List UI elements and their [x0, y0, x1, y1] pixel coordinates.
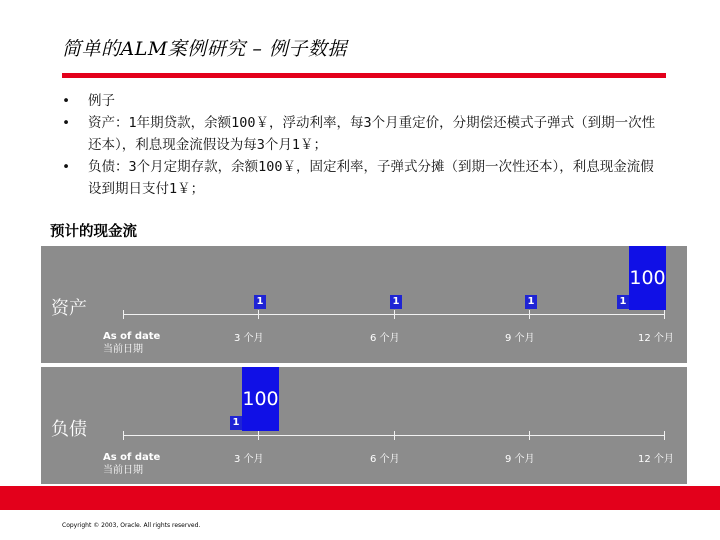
page-title: 简单的ALM案例研究 – 例子数据 — [62, 38, 347, 60]
asset-interest-flow-3m: 1 — [254, 295, 266, 309]
axis-tick-3m — [258, 431, 259, 440]
footer-band — [0, 486, 720, 510]
tick-label-6m: 6 个月 — [370, 333, 400, 344]
tick-label-9m: 9 个月 — [505, 454, 535, 465]
axis-tick-9m — [529, 431, 530, 440]
tick-label-12m: 12 个月 — [638, 333, 674, 344]
tick-label-6m: 6 个月 — [370, 454, 400, 465]
axis-tick-6m — [394, 431, 395, 440]
as-of-en: As of date — [103, 331, 161, 342]
asset-interest-flow-6m: 1 — [390, 295, 402, 309]
liability-interest-flow-3m: 1 — [230, 416, 242, 430]
as-of-date-label — [103, 330, 160, 356]
as-of-cn: 当前日期 — [103, 465, 143, 476]
assets-cashflow-panel — [41, 246, 687, 363]
bullet-assets: • 资产：1年期贷款，余额100￥，浮动利率，每3个月重定价，分期偿还模式子弹式（到期一次性还本），利息现金流假设为每3个月1￥； — [62, 112, 662, 156]
tick-label-3m: 3 个月 — [234, 333, 264, 344]
liabilities-label: 负债 — [51, 419, 87, 440]
axis-tick-12m — [664, 310, 665, 319]
bullet-example: • 例子 — [62, 90, 662, 112]
axis-tick-origin — [123, 431, 124, 440]
axis-tick-9m — [529, 310, 530, 319]
asset-interest-flow-12m: 1 — [617, 295, 629, 309]
axis-tick-12m — [664, 431, 665, 440]
axis-tick-origin — [123, 310, 124, 319]
as-of-cn: 当前日期 — [103, 344, 143, 355]
bullet-list — [62, 90, 662, 200]
title-underline — [62, 73, 666, 78]
as-of-date-label — [103, 451, 160, 477]
liability-principal-flow-3m: 100 — [242, 367, 279, 431]
asset-interest-flow-9m: 1 — [525, 295, 537, 309]
copyright-text: Copyright © 2003, Oracle. All rights reserved. — [62, 522, 201, 529]
axis-tick-3m — [258, 310, 259, 319]
asset-principal-flow-12m: 100 — [629, 246, 666, 310]
section-title: 预计的现金流 — [50, 224, 137, 240]
liabilities-cashflow-panel — [41, 367, 687, 484]
as-of-en: As of date — [103, 452, 161, 463]
tick-label-3m: 3 个月 — [234, 454, 264, 465]
assets-label: 资产 — [51, 298, 87, 319]
tick-label-12m: 12 个月 — [638, 454, 674, 465]
tick-label-9m: 9 个月 — [505, 333, 535, 344]
axis-tick-6m — [394, 310, 395, 319]
bullet-liabilities: • 负债：3个月定期存款，余额100￥，固定利率，子弹式分摊（到期一次性还本），利息现金流假设到期日支付1￥； — [62, 156, 662, 200]
